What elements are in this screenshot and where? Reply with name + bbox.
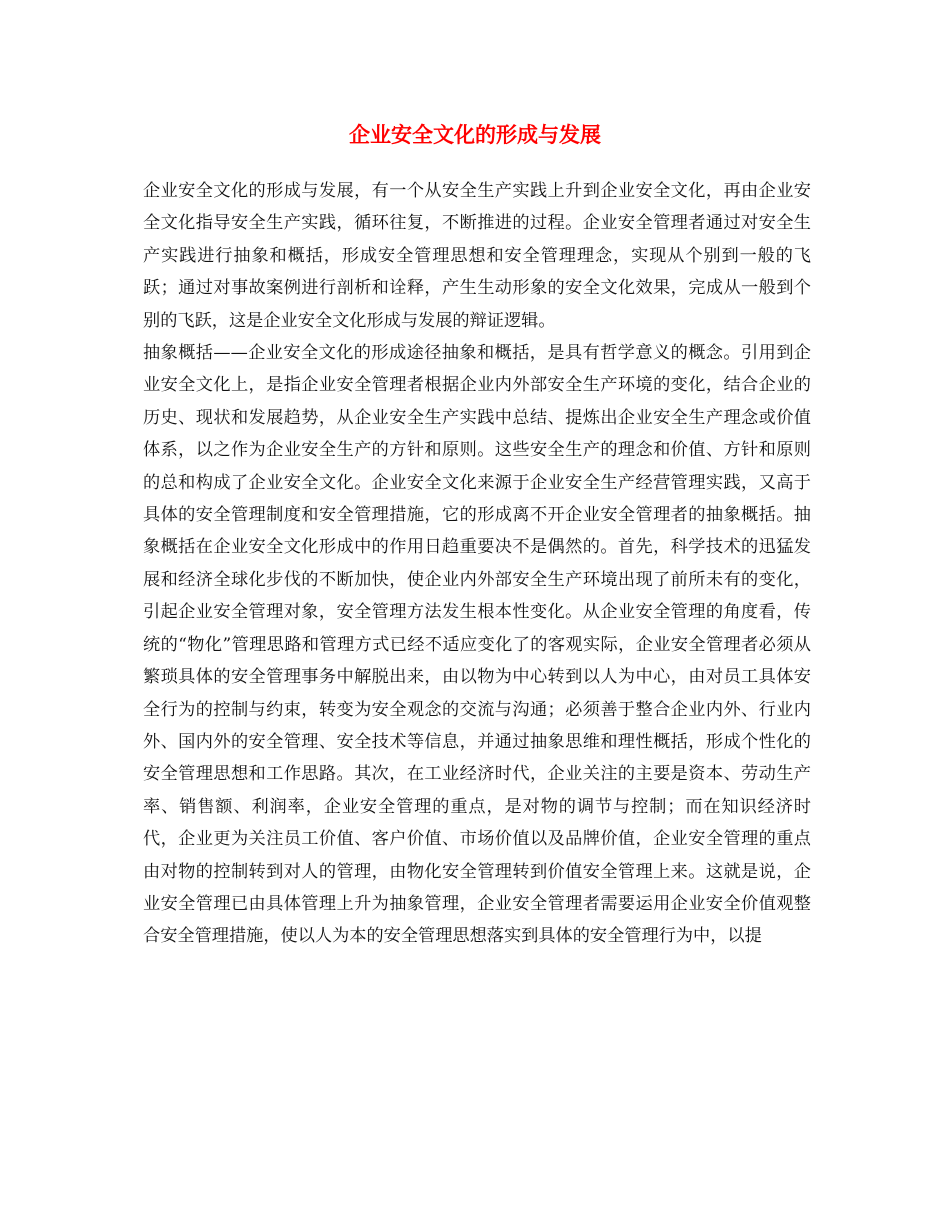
paragraph-abstraction: 抽象概括——企业安全文化的形成途径抽象和概括，是具有哲学意义的概念。引用到企业安全文化上，是指企业安全管理者根据企业内外部安全生产环境的变化，结合企业的历史、现状和发展趋势，从企业安全生产实践中总结、提炼出企业安全生产理念或价值体系，以之作为企业安全生产的方针和原则。这些安全生产的理念和价值、方针和原则的总和构成了企业安全文化。企业安全文化来源于企业安全生产经营管理实践，又高于具体的安全管理制度和安全管理措施，它的形成离不开企业安全管理者的抽象概括。抽象概括在企业安全文化形成中的作用日趋重要决不是偶然的。首先，科学技术的迅猛发展和经济全球化步伐的不断加快，使企业内外部安全生产环境出现了前所未有的变化，引起企业安全管理对象，安全管理方法发生根本性变化。从企业安全管理的角度看，传统的“物化”管理思路和管理方式已经不适应变化了的客观实际，企业安全管理者必须从繁琐具体的安全管理事务中解脱出来，由以物为中心转到以人为中心，由对员工具体安全行为的控制与约束，转变为安全观念的交流与沟通；必须善于整合企业内外、行业内外、国内外的安全管理、安全技术等信息，并通过抽象思维和理性概括，形成个性化的安全管理思想和工作思路。其次，在工业经济时代，企业关注的主要是资本、劳动生产率、销售额、利润率，企业安全管理的重点，是对物的调节与控制；而在知识经济时代，企业更为关注员工价值、客户价值、市场价值以及品牌价值，企业安全管理的重点由对物的控制转到对人的管理，由物化安全管理转到价值安全管理上来。这就是说，企业安全管理已由具体管理上升为抽象管理，企业安全管理者需要运用企业安全价值观整合安全管理措施，使以人为本的安全管理思想落实到具体的安全管理行为中，以提 bbox=[143, 343, 811, 947]
document-body bbox=[143, 175, 811, 953]
paragraph-intro: 企业安全文化的形成与发展，有一个从安全生产实践上升到企业安全文化，再由企业安全文化指导安全生产实践，循环往复，不断推进的过程。企业安全管理者通过对安全生产实践进行抽象和概括，形成安全管理思想和安全管理理念，实现从个别到一般的飞跃；通过对事故案例进行剖析和诠释，产生生动形象的安全文化效果，完成从一般到个别的飞跃，这是企业安全文化形成与发展的辩证逻辑。 bbox=[143, 181, 811, 331]
page-title: 企业安全文化的形成与发展 bbox=[349, 122, 601, 147]
